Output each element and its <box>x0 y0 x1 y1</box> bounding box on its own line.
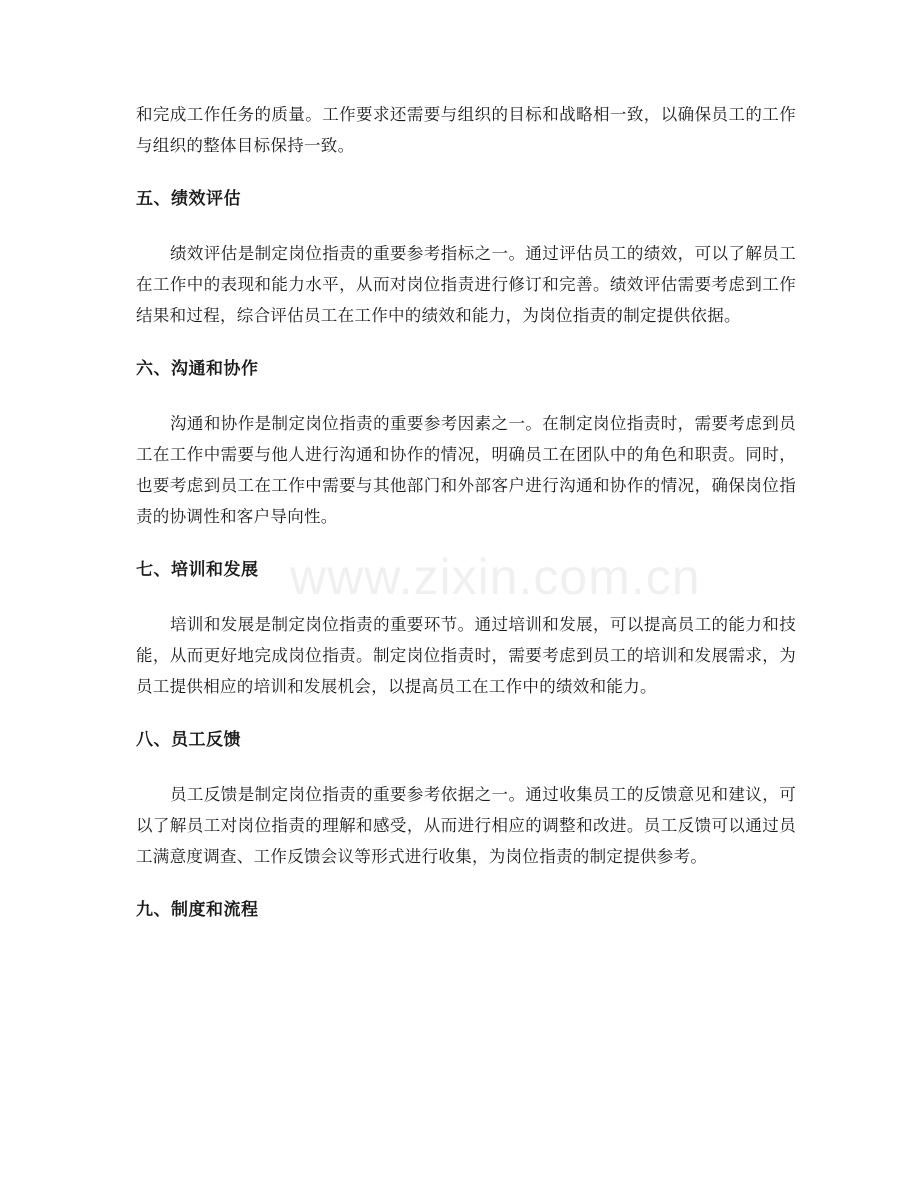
section-body-5: 绩效评估是制定岗位指责的重要参考指标之一。通过评估员工的绩效，可以了解员工在工作中的表现和能力水平，从而对岗位指责进行修订和完善。绩效评估需要考虑到工作结果和过程，综合评估员工在工作中的绩效和能力，为岗位指责的制定提供依据。 <box>136 244 796 325</box>
section-heading-6: 六、沟通和协作 <box>136 359 259 379</box>
document-page <box>136 99 796 926</box>
intro-paragraph: 和完成工作任务的质量。工作要求还需要与组织的目标和战略相一致，以确保员工的工作与组织的整体目标保持一致。 <box>136 105 796 155</box>
section-heading-7: 七、培训和发展 <box>136 560 259 580</box>
watermark: www.zixin.com.cn <box>290 549 701 605</box>
section-body-8: 员工反馈是制定岗位指责的重要参考依据之一。通过收集员工的反馈意见和建议，可以了解员工对岗位指责的理解和感受，从而进行相应的调整和改进。员工反馈可以通过员工满意度调查、工作反馈会议等形式进行收集，为岗位指责的制定提供参考。 <box>136 785 796 866</box>
section-body-7: 培训和发展是制定岗位指责的重要环节。通过培训和发展，可以提高员工的能力和技能，从而更好地完成岗位指责。制定岗位指责时，需要考虑到员工的培训和发展需求，为员工提供相应的培训和发展机会，以提高员工在工作中的绩效和能力。 <box>136 615 796 696</box>
section-heading-9: 九、制度和流程 <box>136 900 259 920</box>
section-body-6: 沟通和协作是制定岗位指责的重要参考因素之一。在制定岗位指责时，需要考虑到员工在工作中需要与他人进行沟通和协作的情况，明确员工在团队中的角色和职责。同时，也要考虑到员工在工作中需要与其他部门和外部客户进行沟通和协作的情况，确保岗位指责的协调性和客户导向性。 <box>136 414 796 526</box>
section-heading-5: 五、绩效评估 <box>136 189 241 209</box>
section-heading-8: 八、员工反馈 <box>136 730 241 750</box>
